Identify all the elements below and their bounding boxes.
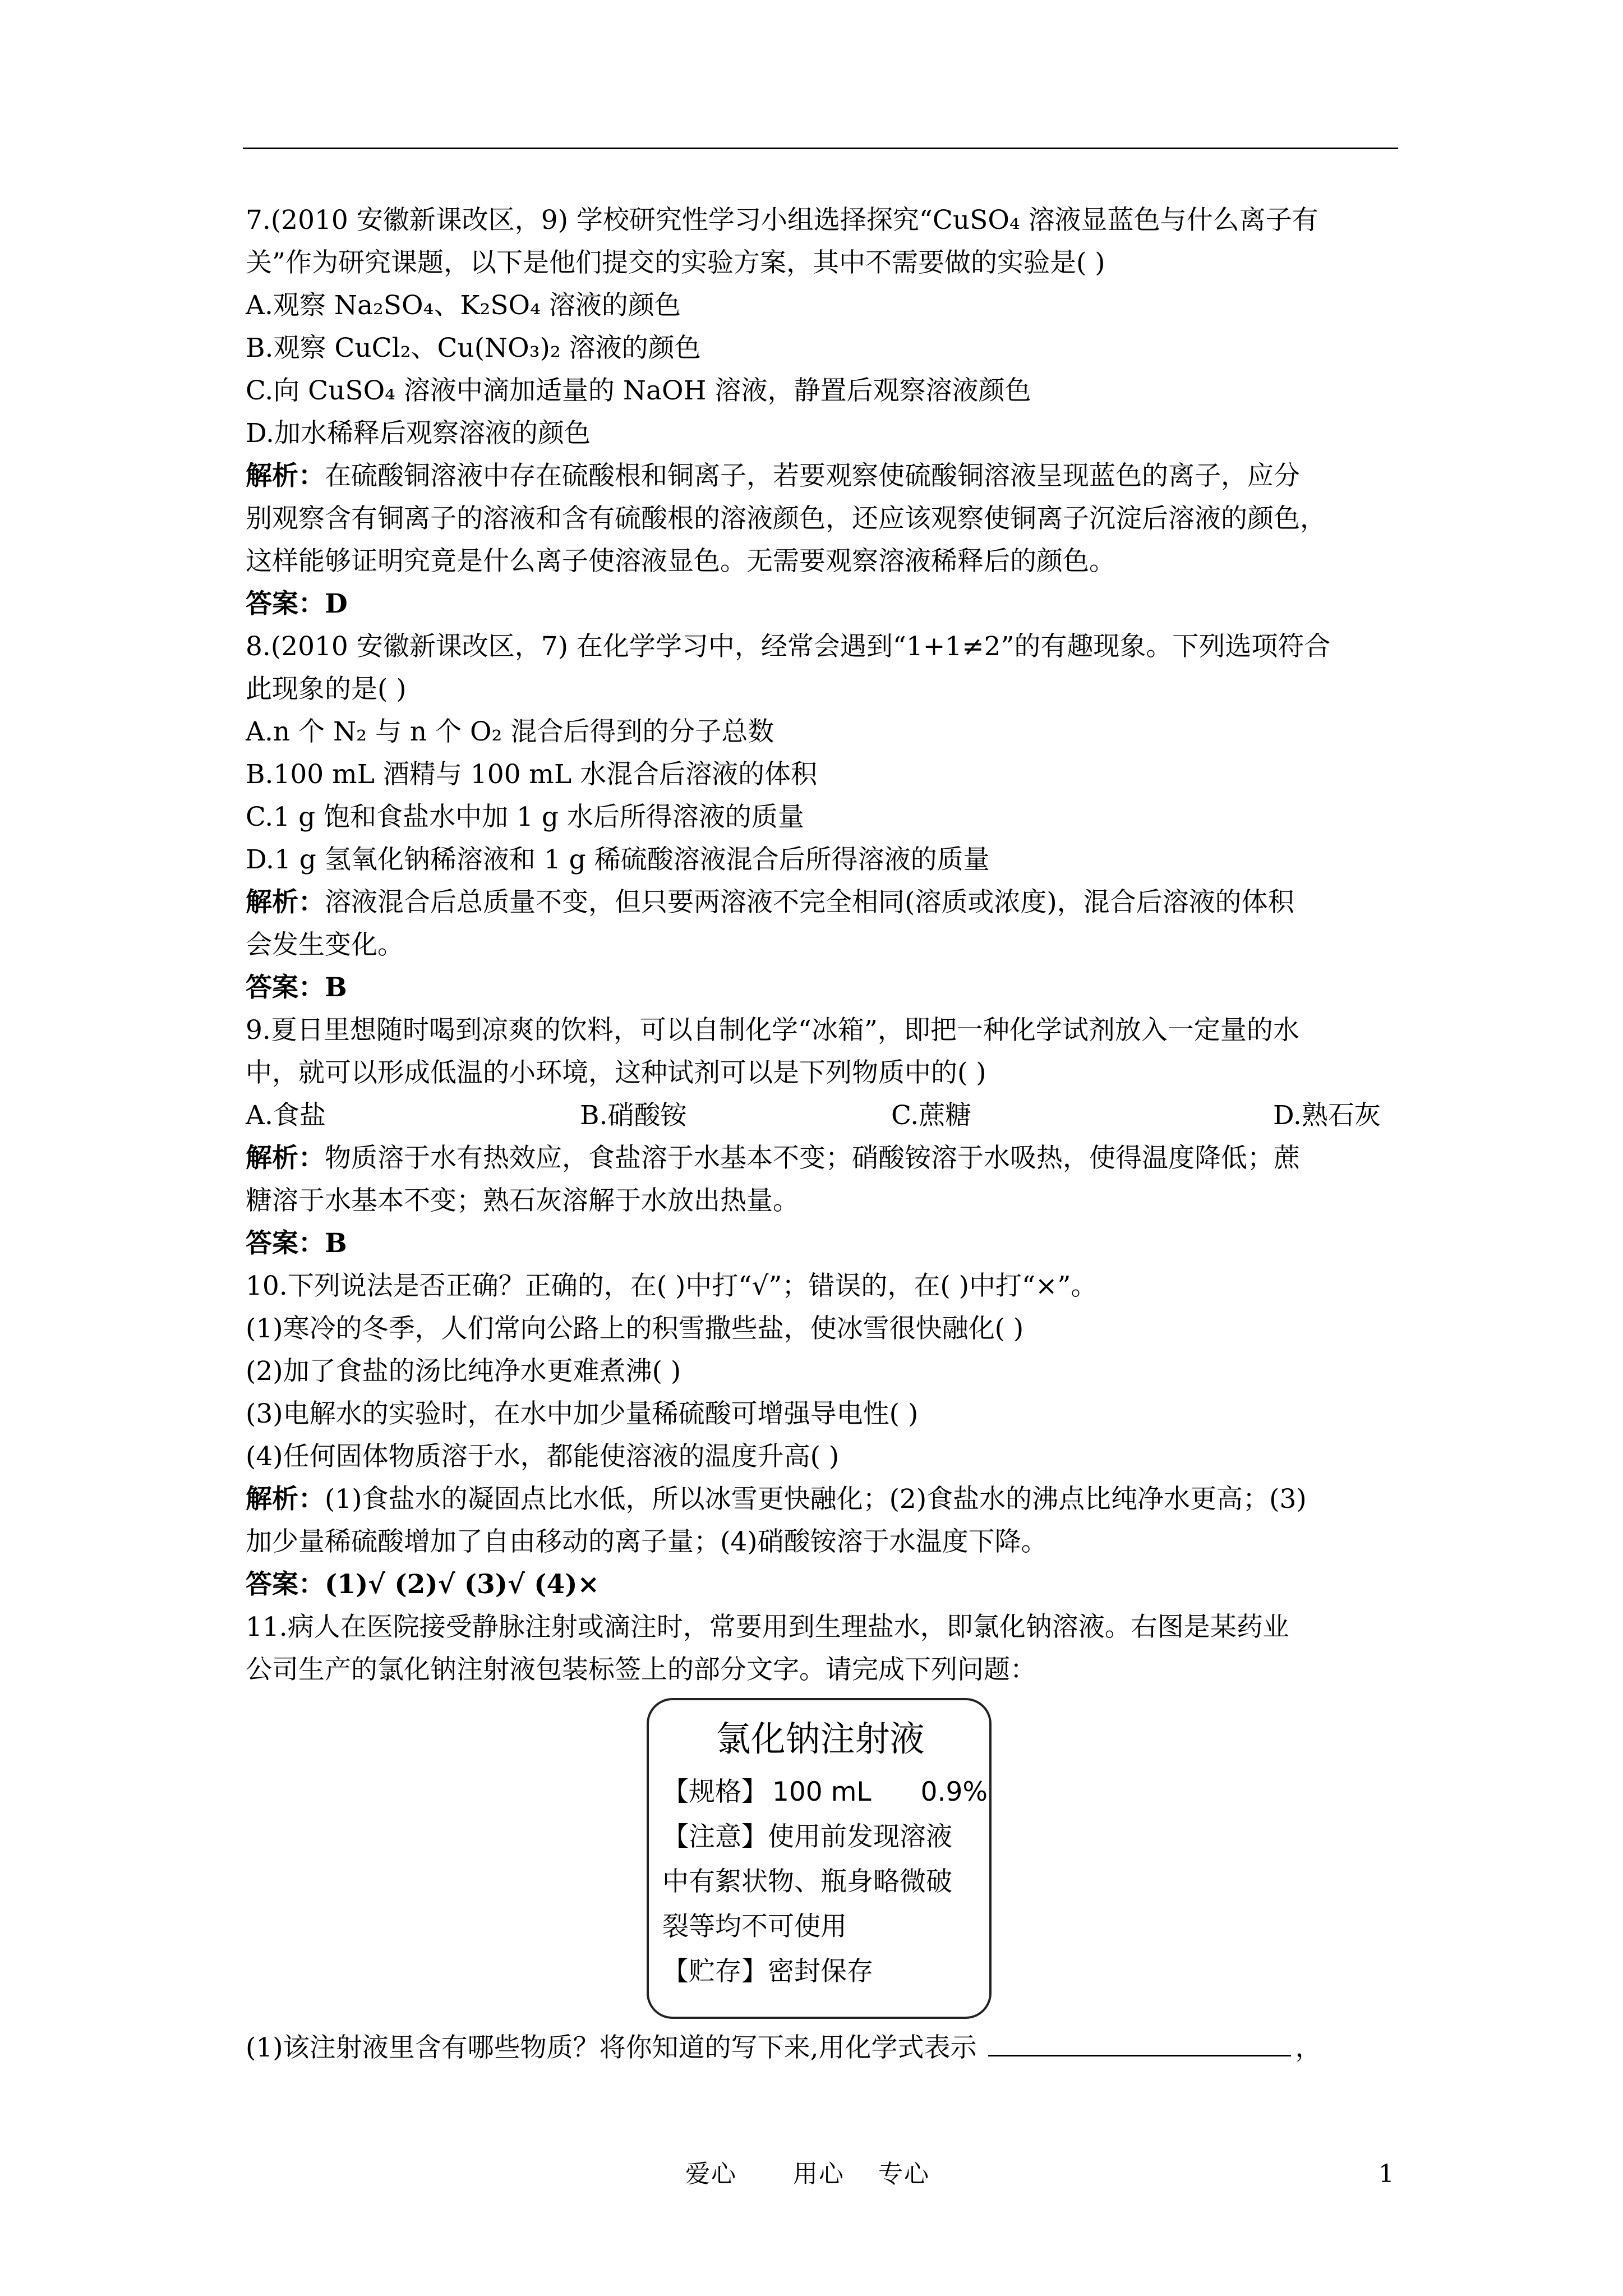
q9-options	[246, 1094, 1401, 1137]
footer-word-2: 用心	[793, 2160, 845, 2188]
storage-value: 密封保存	[768, 1956, 873, 1987]
q10-stem: 10.下列说法是否正确？正确的，在( )中打“√”；错误的，在( )中打“×”。	[246, 1271, 1098, 1301]
q7-analysis-line1	[246, 455, 1401, 498]
q8-stem-line2: 此现象的是( )	[246, 674, 407, 705]
spec-concentration: 0.9%	[920, 1777, 988, 1807]
subquestion-1-text: (1)该注射液里含有哪些物质？将你知道的写下来,用化学式表示	[246, 2032, 977, 2063]
q7-option-d: D.加水稀释后观察溶液的颜色	[246, 418, 591, 449]
injection-label	[647, 1698, 992, 2019]
q7-stem-line1: 7.(2010 安徽新课改区，9) 学校研究性学习小组选择探究“CuSO₄ 溶液显蓝色与什么离子有	[246, 205, 1318, 236]
question-11	[246, 1606, 1401, 2069]
q9-stem-line1: 9.夏日里想随时喝到凉爽的饮料，可以自制化学“冰箱”，即把一种化学试剂放入一定量的水	[246, 1015, 1299, 1046]
q11-stem-line1: 11.病人在医院接受静脉注射或滴注时，常要用到生理盐水，即氯化钠溶液。右图是某药业	[246, 1612, 1289, 1642]
subquestion-1-end: ，	[1295, 2032, 1322, 2063]
q7-option-a: A.观察 Na₂SO₄、K₂SO₄ 溶液的颜色	[246, 290, 681, 321]
storage-tag: 【贮存】	[662, 1956, 768, 1987]
question-10	[246, 1265, 1401, 1606]
q9-option-a: A.食盐	[246, 1100, 326, 1131]
question-7	[246, 199, 1401, 625]
analysis-label: 解析：	[246, 1484, 325, 1515]
injection-label-storage	[662, 1949, 978, 1994]
q10-statement-3: (3)电解水的实验时，在水中加少量稀硫酸可增强导电性( )	[246, 1398, 919, 1429]
note-text-2: 中有絮状物、瓶身略微破	[662, 1866, 952, 1897]
question-8	[246, 625, 1401, 1009]
document-body	[246, 199, 1401, 2069]
q8-option-d: D.1 g 氢氧化钠稀溶液和 1 g 稀硫酸溶液混合后所得溶液的质量	[246, 844, 990, 875]
q7-answer: 答案：D	[246, 588, 348, 619]
q10-statement-4: (4)任何固体物质溶于水，都能使溶液的温度升高( )	[246, 1441, 840, 1472]
page-number: 1	[1378, 2160, 1394, 2188]
footer-motto	[685, 2157, 930, 2191]
q9-answer: 答案：B	[246, 1228, 347, 1259]
q8-analysis-line1	[246, 881, 1401, 924]
q8-stem-line1: 8.(2010 安徽新课改区，7) 在化学学习中，经常会遇到“1+1≠2”的有趣现象。下列选项符合	[246, 631, 1331, 662]
injection-label-spec	[662, 1770, 988, 1815]
q10-answer: 答案：(1)√ (2)√ (3)√ (4)×	[246, 1569, 600, 1600]
q8-answer: 答案：B	[246, 972, 347, 1003]
analysis-label: 解析：	[246, 887, 325, 918]
q10-statement-1: (1)寒冷的冬季，人们常向公路上的积雪撒些盐，使冰雪很快融化( )	[246, 1313, 1024, 1344]
note-text-1: 使用前发现溶液	[768, 1821, 952, 1852]
injection-label-note	[662, 1815, 978, 1860]
footer-word-1: 爱心	[685, 2160, 737, 2188]
spec-tag: 【规格】	[662, 1777, 768, 1807]
q9-option-b: B.硝酸铵	[580, 1100, 687, 1131]
q10-analysis-line1	[246, 1478, 1401, 1521]
note-text-3: 裂等均不可使用	[662, 1911, 847, 1942]
header-rule	[243, 148, 1398, 149]
footer-word-3: 专心	[878, 2160, 930, 2188]
q9-option-d: D.熟石灰	[1273, 1100, 1381, 1131]
q9-analysis-line1	[246, 1137, 1401, 1180]
analysis-label: 解析：	[246, 1143, 325, 1174]
analysis-text: (1)食盐水的凝固点比水低，所以冰雪更快融化；(2)食盐水的沸点比纯净水更高；(3)	[325, 1484, 1307, 1515]
q8-option-a: A.n 个 N₂ 与 n 个 O₂ 混合后得到的分子总数	[246, 716, 774, 747]
q10-statement-2: (2)加了食盐的汤比纯净水更难煮沸( )	[246, 1356, 681, 1387]
q7-analysis-line3: 这样能够证明究竟是什么离子使溶液显色。无需要观察溶液稀释后的颜色。	[246, 546, 1115, 577]
q9-analysis-line2: 糖溶于水基本不变；熟石灰溶解于水放出热量。	[246, 1185, 799, 1216]
q8-option-b: B.100 mL 酒精与 100 mL 水混合后溶液的体积	[246, 759, 818, 790]
analysis-text: 溶液混合后总质量不变，但只要两溶液不完全相同(溶质或浓度)，混合后溶液的体积	[325, 887, 1294, 918]
analysis-label: 解析：	[246, 461, 325, 491]
q7-analysis-line2: 别观察含有铜离子的溶液和含有硫酸根的溶液颜色，还应该观察使铜离子沉淀后溶液的颜色，	[246, 503, 1326, 534]
question-9	[246, 1009, 1401, 1265]
injection-label-title: 氯化钠注射液	[716, 1718, 925, 1759]
q8-option-c: C.1 g 饱和食盐水中加 1 g 水后所得溶液的质量	[246, 802, 804, 832]
q8-analysis-line2: 会发生变化。	[246, 930, 404, 960]
q9-option-c: C.蔗糖	[891, 1100, 972, 1131]
q11-stem-line2: 公司生产的氯化钠注射液包装标签上的部分文字。请完成下列问题：	[246, 1654, 1036, 1685]
q11-subquestion-1	[246, 2027, 1401, 2069]
analysis-text: 在硫酸铜溶液中存在硫酸根和铜离子，若要观察使硫酸铜溶液呈现蓝色的离子，应分	[325, 461, 1300, 491]
q7-option-c: C.向 CuSO₄ 溶液中滴加适量的 NaOH 溶液，静置后观察溶液颜色	[246, 375, 1031, 406]
q7-stem-line2: 关”作为研究课题，以下是他们提交的实验方案，其中不需要做的实验是( )	[246, 247, 1105, 278]
answer-blank	[988, 2032, 1291, 2056]
q7-option-b: B.观察 CuCl₂、Cu(NO₃)₂ 溶液的颜色	[246, 333, 701, 364]
q9-stem-line2: 中，就可以形成低温的小环境，这种试剂可以是下列物质中的( )	[246, 1057, 986, 1088]
spec-value: 100 mL	[772, 1777, 872, 1807]
note-tag: 【注意】	[662, 1821, 768, 1852]
q10-analysis-line2: 加少量稀硫酸增加了自由移动的离子量；(4)硝酸铵溶于水温度下降。	[246, 1526, 1048, 1557]
analysis-text: 物质溶于水有热效应，食盐溶于水基本不变；硝酸铵溶于水吸热，使得温度降低；蔗	[325, 1143, 1300, 1174]
